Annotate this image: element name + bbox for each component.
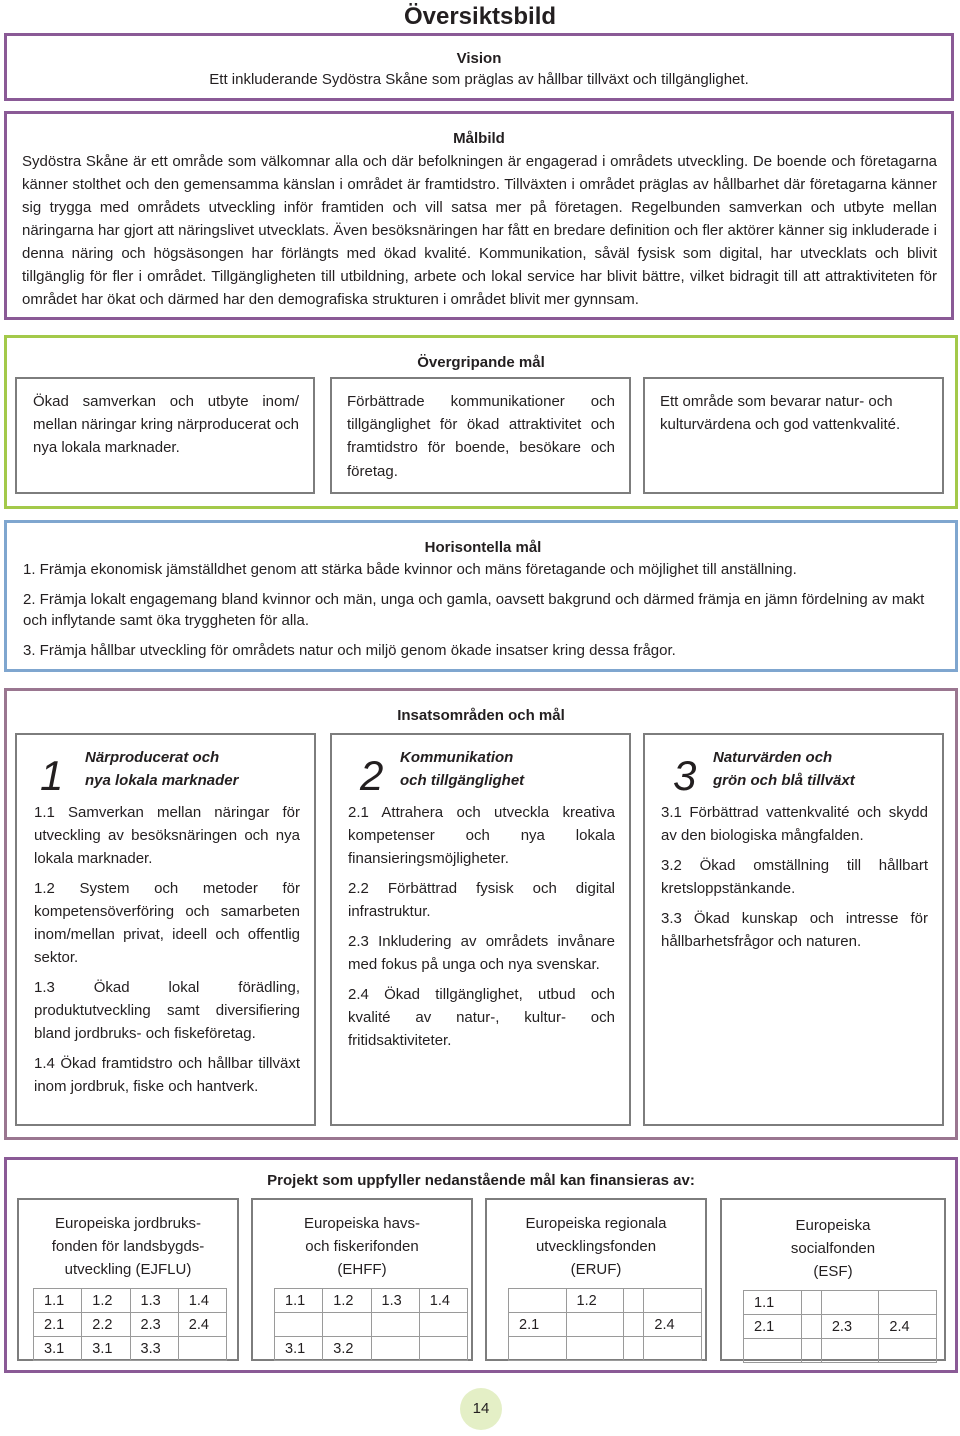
page-title: Översiktsbild bbox=[403, 3, 557, 30]
goal-cell: 2.4 bbox=[879, 1315, 937, 1339]
goal-cell: 2.1 bbox=[34, 1313, 82, 1337]
fund-name-line: (ERUF) bbox=[570, 1261, 622, 1278]
goal-cell: 3.3 bbox=[130, 1337, 178, 1361]
area-title-line: Naturvärden och bbox=[713, 749, 833, 766]
fund-name-line: och fiskerifonden bbox=[305, 1238, 419, 1255]
overgripande-goal-3 bbox=[643, 377, 944, 494]
area-title bbox=[85, 746, 238, 792]
goal-cell bbox=[371, 1337, 419, 1361]
overgripande-goal-text: Ett område som bevarar natur- och kulturvärdena och god vattenkvalité. bbox=[660, 393, 901, 434]
goal-cell: 2.1 bbox=[509, 1313, 567, 1337]
vision-heading: Vision bbox=[456, 50, 502, 67]
table-row bbox=[509, 1313, 702, 1337]
area-goal: 3.1 Förbättrad vattenkvalité och skydd av den biologiska mångfalden. bbox=[661, 804, 928, 844]
table-row bbox=[275, 1337, 468, 1361]
goal-cell: 1.1 bbox=[275, 1289, 323, 1313]
goal-cell bbox=[801, 1339, 821, 1363]
overgripande-goal-text: Ökad samverkan och utbyte inom/ mellan näringar kring närproducerat och nya lokala marknader. bbox=[33, 393, 299, 457]
fund-goal-table bbox=[508, 1288, 702, 1361]
goal-cell: 2.4 bbox=[178, 1313, 226, 1337]
goal-cell: 1.2 bbox=[566, 1289, 624, 1313]
goal-cell: 1.4 bbox=[178, 1289, 226, 1313]
goal-cell bbox=[821, 1291, 879, 1315]
fund-name-line: utveckling (EJFLU) bbox=[64, 1261, 192, 1278]
horisontella-item-2: 2. Främja lokalt engagemang bland kvinnor och män, unga och gamla, oavsett bakgrund och därmed främja en jämn fördelning av makt och inflytande samt öka tryggheten för alla. bbox=[23, 591, 925, 629]
overgripande-goal-text: Förbättrade kommunikationer och tillgänglighet för ökad attraktivitet och framtidstro för boende, besökare och företag. bbox=[347, 393, 615, 480]
fund-goal-table bbox=[743, 1290, 937, 1363]
fund-name-line: socialfonden bbox=[790, 1240, 876, 1257]
fund-name-line: (EHFF) bbox=[337, 1261, 387, 1278]
goal-cell bbox=[821, 1339, 879, 1363]
area-number: 3 bbox=[673, 752, 697, 799]
area-goal: 2.2 Förbättrad fysisk och digital infrastruktur. bbox=[348, 880, 615, 920]
goal-cell bbox=[801, 1291, 821, 1315]
horisontella-item-3: 3. Främja hållbar utveckling för områdets natur och miljö genom ökade insatser kring dessa frågor. bbox=[23, 642, 676, 659]
fund-name-line: Europeiska jordbruks- bbox=[55, 1215, 201, 1232]
area-title bbox=[400, 746, 524, 792]
vision-text: Ett inkluderande Sydöstra Skåne som präglas av hållbar tillväxt och tillgänglighet. bbox=[209, 71, 749, 88]
area-title-line: Kommunikation bbox=[400, 749, 514, 766]
area-card-1 bbox=[15, 733, 316, 1126]
area-goal: 3.3 Ökad kunskap och intresse för hållbarhetsfrågor och naturen. bbox=[661, 910, 928, 950]
area-number: 2 bbox=[360, 752, 384, 799]
fund-name-line: Europeiska bbox=[795, 1217, 871, 1234]
area-title-line: Närproducerat och bbox=[85, 749, 220, 766]
area-goal: 1.1 Samverkan mellan näringar för utveckling av besöksnäringen och nya lokala marknader. bbox=[34, 804, 300, 867]
goal-cell bbox=[275, 1313, 323, 1337]
table-row bbox=[34, 1337, 227, 1361]
goal-cell bbox=[509, 1289, 567, 1313]
goal-cell bbox=[879, 1291, 937, 1315]
goal-cell: 2.1 bbox=[744, 1315, 802, 1339]
goal-cell: 3.2 bbox=[323, 1337, 371, 1361]
area-title-line: nya lokala marknader bbox=[85, 772, 239, 789]
goal-cell: 1.2 bbox=[323, 1289, 371, 1313]
overgripande-goal-1 bbox=[15, 377, 315, 494]
overgripande-goal-2 bbox=[330, 377, 631, 494]
fund-name-line: (ESF) bbox=[813, 1263, 853, 1280]
area-goal: 2.3 Inkludering av områdets invånare med fokus på unga och nya svenskar. bbox=[348, 933, 615, 973]
table-row bbox=[509, 1289, 702, 1313]
fund-name-line: fonden för landsbygds- bbox=[51, 1238, 205, 1255]
goal-cell bbox=[566, 1337, 624, 1361]
goal-cell: 3.1 bbox=[275, 1337, 323, 1361]
goal-cell bbox=[801, 1315, 821, 1339]
fund-card-ejflu bbox=[17, 1198, 239, 1361]
fund-name-line: Europeiska havs- bbox=[304, 1215, 420, 1232]
area-card-2 bbox=[330, 733, 631, 1126]
area-goal: 1.2 System och metoder för kompetensöverföring och samarbeten inom/mellan privat, ideell och offentlig sektor. bbox=[34, 880, 300, 966]
table-row bbox=[744, 1339, 937, 1363]
goal-cell bbox=[419, 1313, 467, 1337]
fund-name-line: Europeiska regionala bbox=[525, 1215, 667, 1232]
goal-cell: 2.4 bbox=[644, 1313, 702, 1337]
goal-cell: 2.3 bbox=[821, 1315, 879, 1339]
goal-cell bbox=[323, 1313, 371, 1337]
fund-name-line: utvecklingsfonden bbox=[535, 1238, 657, 1255]
goal-cell: 1.3 bbox=[130, 1289, 178, 1313]
goal-cell: 2.3 bbox=[130, 1313, 178, 1337]
table-row bbox=[34, 1313, 227, 1337]
goal-cell: 1.1 bbox=[744, 1291, 802, 1315]
area-goal: 2.1 Attrahera och utveckla kreativa kompetenser och nya lokala finansieringsmöjligheter. bbox=[348, 804, 615, 867]
table-row bbox=[275, 1289, 468, 1313]
area-title-line: och tillgänglighet bbox=[400, 772, 525, 789]
goal-cell bbox=[879, 1339, 937, 1363]
fund-goal-table bbox=[33, 1288, 227, 1361]
fund-name bbox=[722, 1214, 944, 1283]
goal-cell bbox=[624, 1313, 644, 1337]
insatsomraden-heading: Insatsområden och mål bbox=[397, 707, 565, 724]
goal-cell: 3.1 bbox=[34, 1337, 82, 1361]
area-goal: 3.2 Ökad omställning till hållbart kretsloppstänkande. bbox=[661, 857, 928, 897]
malbild-heading: Målbild bbox=[453, 130, 505, 147]
fund-name bbox=[19, 1212, 237, 1281]
area-card-3 bbox=[643, 733, 944, 1126]
horisontella-item-1: 1. Främja ekonomisk jämställdhet genom att stärka både kvinnor och mäns företagande och möjlighet till anställning. bbox=[23, 561, 797, 578]
goal-cell: 1.4 bbox=[419, 1289, 467, 1313]
table-row bbox=[744, 1315, 937, 1339]
fund-goal-table bbox=[274, 1288, 468, 1361]
projekt-heading: Projekt som uppfyller nedanstående mål kan finansieras av: bbox=[267, 1172, 695, 1189]
fund-name bbox=[487, 1212, 705, 1281]
goal-cell bbox=[566, 1313, 624, 1337]
goal-cell: 3.1 bbox=[82, 1337, 130, 1361]
area-goal: 2.4 Ökad tillgänglighet, utbud och kvalité av natur-, kultur- och fritidsaktiviteter. bbox=[348, 986, 615, 1049]
page-number: 14 bbox=[460, 1388, 502, 1430]
fund-card-esf bbox=[720, 1198, 946, 1361]
horisontella-heading: Horisontella mål bbox=[424, 539, 542, 556]
area-title-line: grön och blå tillväxt bbox=[713, 772, 855, 789]
goal-cell bbox=[509, 1337, 567, 1361]
area-number: 1 bbox=[40, 752, 64, 799]
table-row bbox=[744, 1291, 937, 1315]
area-title bbox=[713, 746, 855, 792]
malbild-text: Sydöstra Skåne är ett område som välkomnar alla och där befolkningen är engagerad i områdets utveckling. De boende och företagarna känner stolthet och den gemensamma känslan i området är framtidstro. Tillväxten i området präglas av hållbarhet där företagarna känner sig trygga med områdets utveckling inför framtiden och vill satsa mer på företagen. Regelbunden samverkan och utbyte mellan näringarna har gjort att näringslivet utvecklats. Även besöksnäringen har fått en bredare definition och fler aktörer känner sig inkluderade i denna näring och högsäsongen har förlängts med ökad kvalité. Kommunikation, såväl fysisk som digital, har utvecklats och blivit tillgänglig för fler i området. Tillgängligheten till utbildning, arbete och lokal service har blivit bättre, vilket bidragit till att attraktiviteten för området har ökat och därmed har den demografiska strukturen i området blivit mer gynnsam. bbox=[22, 153, 937, 308]
fund-card-eruf bbox=[485, 1198, 707, 1361]
goal-cell: 1.3 bbox=[371, 1289, 419, 1313]
goal-cell bbox=[744, 1339, 802, 1363]
table-row bbox=[275, 1313, 468, 1337]
goal-cell bbox=[178, 1337, 226, 1361]
area-goal: 1.4 Ökad framtidstro och hållbar tillväxt inom jordbruk, fiske och hantverk. bbox=[34, 1055, 300, 1095]
goal-cell: 1.2 bbox=[82, 1289, 130, 1313]
overgripande-heading: Övergripande mål bbox=[417, 354, 545, 371]
malbild-box bbox=[4, 111, 954, 320]
vision-box bbox=[4, 33, 954, 101]
goal-cell bbox=[624, 1289, 644, 1313]
goal-cell: 1.1 bbox=[34, 1289, 82, 1313]
goal-cell: 2.2 bbox=[82, 1313, 130, 1337]
goal-cell bbox=[644, 1337, 702, 1361]
table-row bbox=[509, 1337, 702, 1361]
fund-name bbox=[253, 1212, 471, 1281]
table-row bbox=[34, 1289, 227, 1313]
goal-cell bbox=[644, 1289, 702, 1313]
goal-cell bbox=[419, 1337, 467, 1361]
horisontella-box bbox=[4, 520, 958, 672]
fund-card-ehff bbox=[251, 1198, 473, 1361]
goal-cell bbox=[371, 1313, 419, 1337]
goal-cell bbox=[624, 1337, 644, 1361]
area-goal: 1.3 Ökad lokal förädling, produktutveckling samt diversifiering bland jordbruks- och fiskeföretag. bbox=[34, 979, 300, 1042]
